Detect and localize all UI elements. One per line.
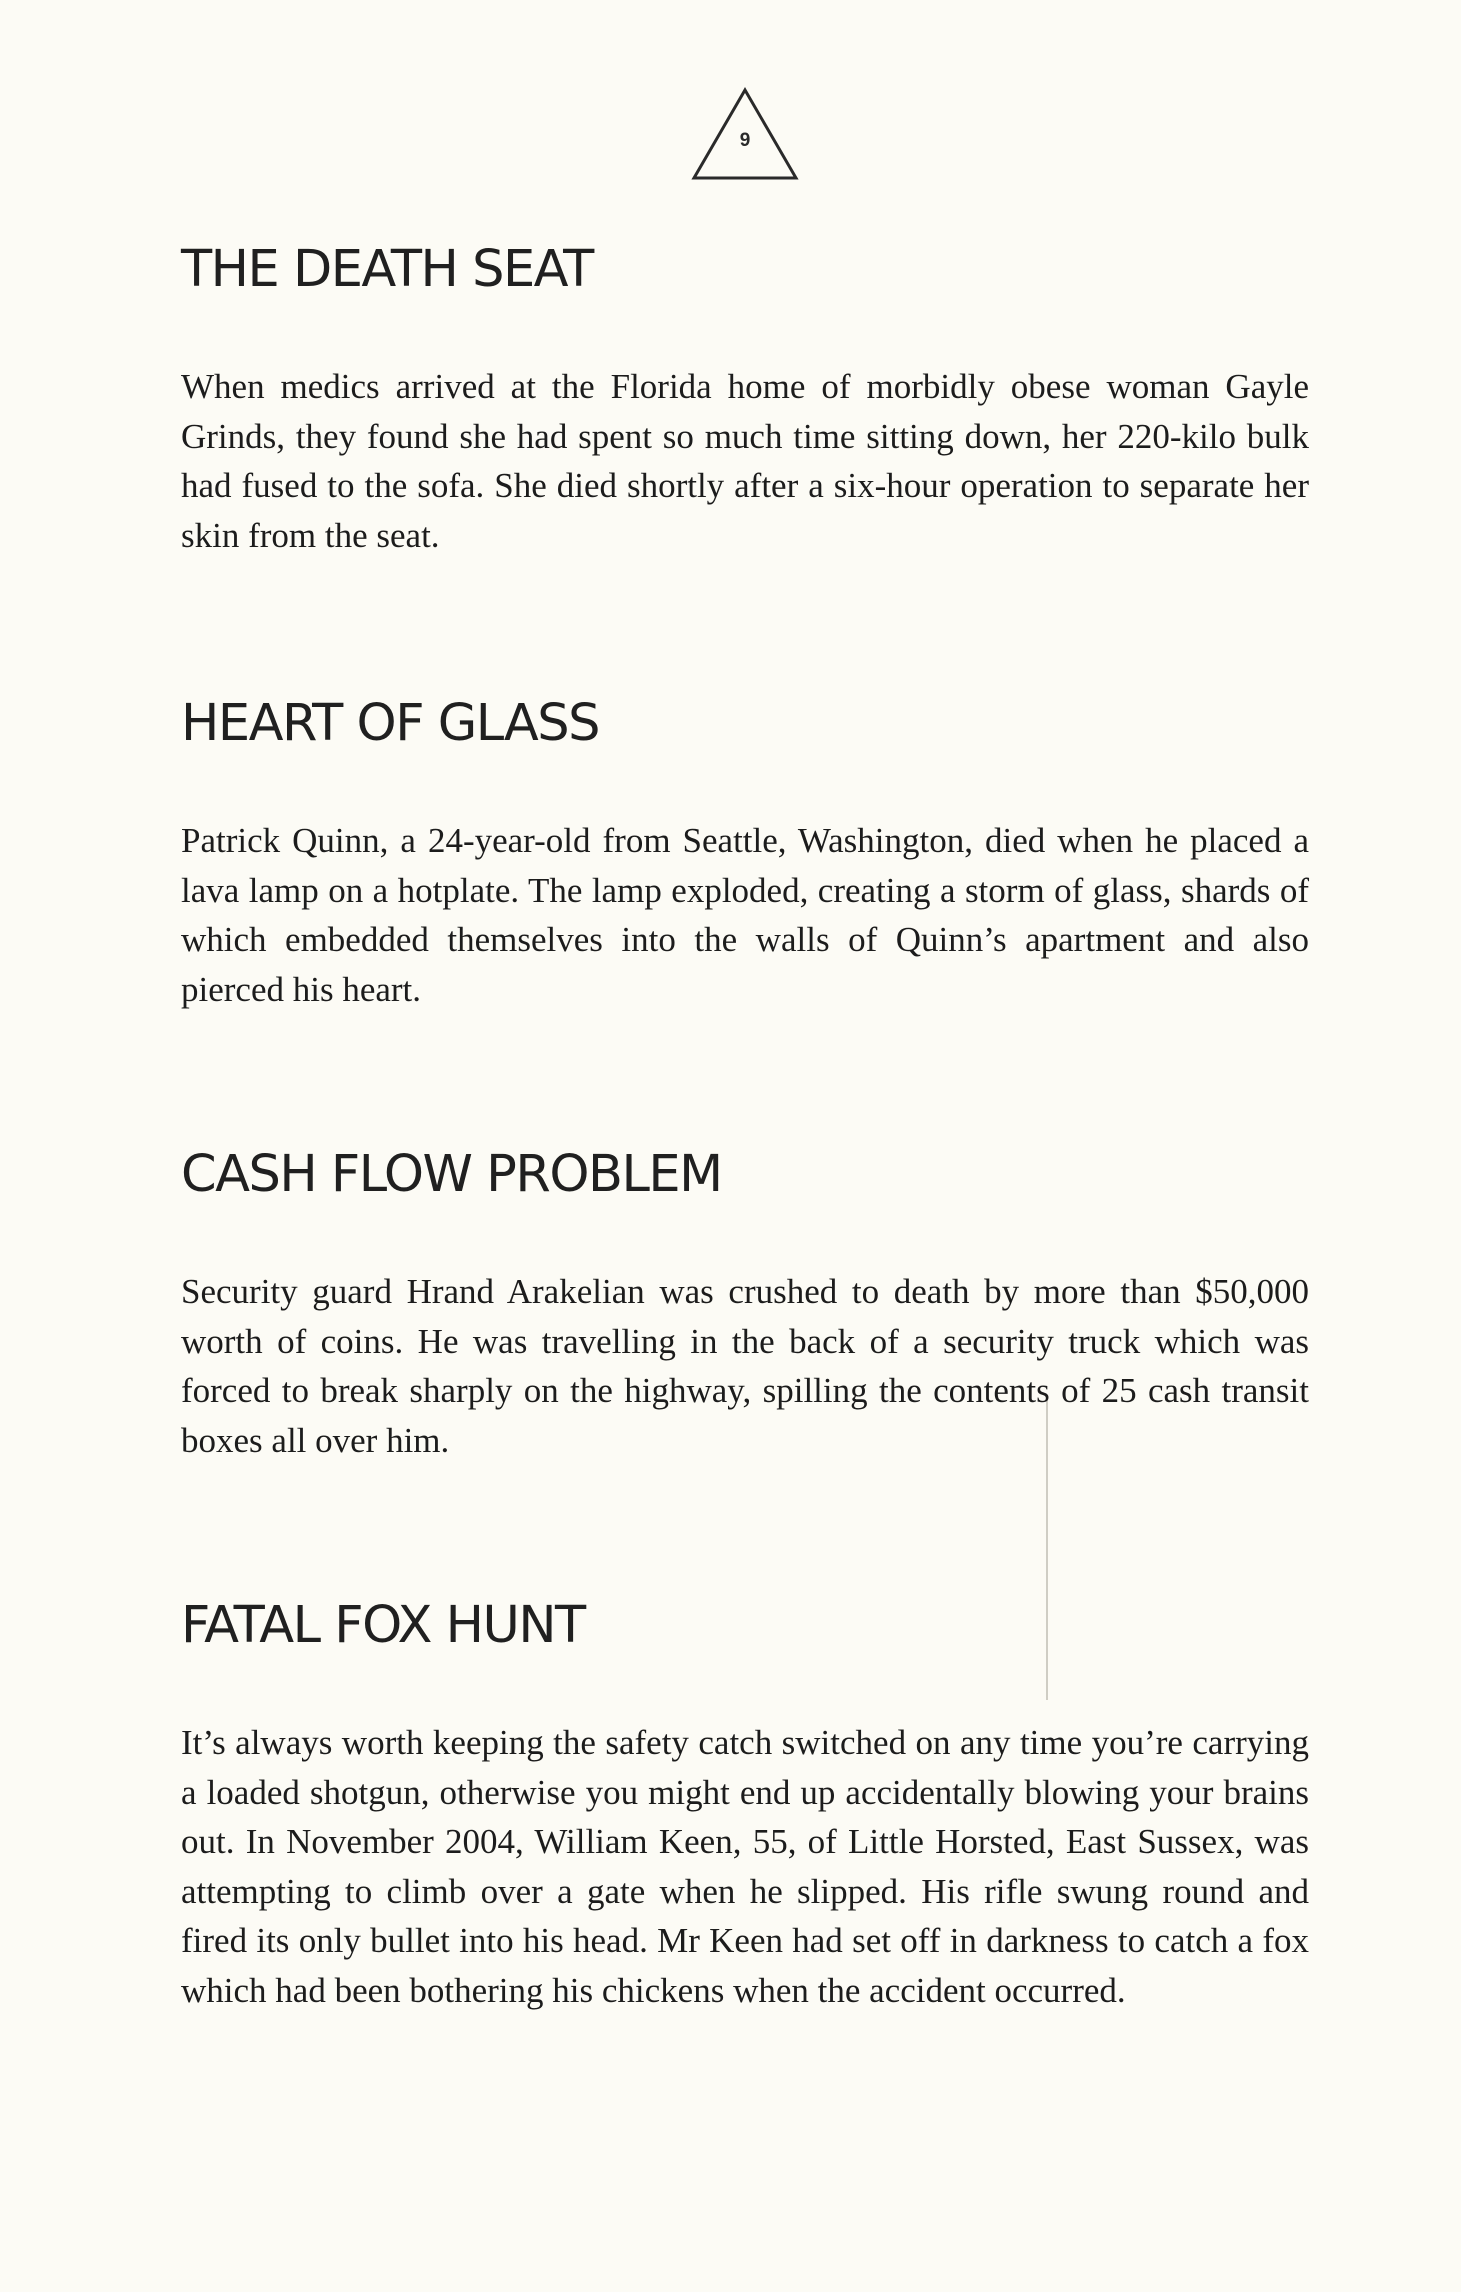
article-heart-of-glass [181, 694, 1309, 1014]
article-title: FATAL FOX HUNT [181, 1596, 585, 1655]
page-number: 9 [739, 130, 751, 151]
article-the-death-seat [181, 240, 1309, 560]
article-cash-flow-problem [181, 1145, 1309, 1465]
article-body: Security guard Hrand Arakelian was crushed to death by more than $50,000 worth of coins. He was travelling in the back of a security truck which was forced to break sharply on the highway, spilling the contents of 25 cash transit boxes all over him. [181, 1272, 1309, 1460]
article-body: It’s always worth keeping the safety catch switched on any time you’re carrying a loaded shotgun, otherwise you might end up accidentally blowing your brains out. In November 2004, William Keen, 55, of Little Horsted, East Sussex, was attempting to climb over a gate when he slipped. His rifle swung round and fired its only bullet into his head. Mr Keen had set off in darkness to catch a fox which had been bothering his chickens when the accident occurred. [181, 1723, 1309, 2010]
article-title: HEART OF GLASS [181, 694, 599, 753]
article-fatal-fox-hunt [181, 1596, 1309, 2015]
article-body: When medics arrived at the Florida home of morbidly obese woman Gayle Grinds, they found she had spent so much time sitting down, her 220-kilo bulk had fused to the sofa. She died shortly after a six-hour operation to separate her skin from the seat. [181, 367, 1309, 555]
article-title: CASH FLOW PROBLEM [181, 1145, 722, 1204]
page-number-marker [690, 86, 800, 182]
article-title: THE DEATH SEAT [181, 240, 593, 299]
article-body: Patrick Quinn, a 24-year-old from Seattle, Washington, died when he placed a lava lamp on a hotplate. The lamp exploded, creating a storm of glass, shards of which embedded themselves into the walls of Quinn’s apartment and also pierced his heart. [181, 821, 1309, 1009]
